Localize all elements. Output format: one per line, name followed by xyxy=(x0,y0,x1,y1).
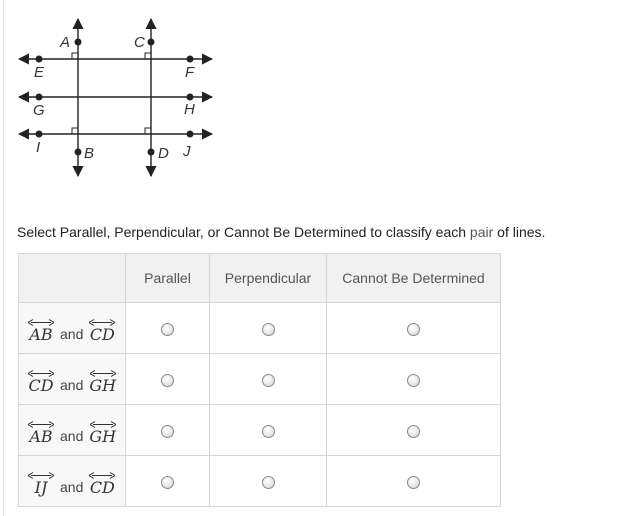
label-d: D xyxy=(158,145,169,162)
point-j xyxy=(187,131,194,138)
radio-parallel[interactable] xyxy=(161,374,174,387)
row-label xyxy=(19,354,126,405)
radio-perpendicular[interactable] xyxy=(262,374,275,387)
point-c xyxy=(148,39,155,46)
radio-cannot-be-determined[interactable] xyxy=(407,374,420,387)
radio-cannot-be-determined[interactable] xyxy=(407,425,420,438)
label-f: F xyxy=(185,64,195,81)
label-i: I xyxy=(36,139,41,156)
label-g: G xyxy=(33,102,45,119)
radio-parallel[interactable] xyxy=(161,425,174,438)
radio-perpendicular[interactable] xyxy=(262,476,275,489)
row-label xyxy=(19,456,126,507)
prompt-highlight: pair xyxy=(469,224,494,240)
label-j: J xyxy=(183,143,191,160)
line-letters: CD xyxy=(28,375,54,395)
table-row xyxy=(19,354,501,405)
connector-text: and xyxy=(60,427,84,444)
left-border xyxy=(3,0,4,516)
header-cannot-be-determined: Cannot Be Determined xyxy=(327,254,501,303)
radio-perpendicular[interactable] xyxy=(262,425,275,438)
radio-perpendicular[interactable] xyxy=(262,323,275,336)
cell-cannot-be-determined xyxy=(327,405,501,456)
connector-text: and xyxy=(60,325,84,342)
point-e xyxy=(36,56,43,63)
cell-cannot-be-determined xyxy=(327,354,501,405)
label-a: A xyxy=(60,34,71,51)
point-d xyxy=(148,149,155,156)
line-letters: CD xyxy=(89,477,115,497)
cell-parallel xyxy=(126,405,210,456)
point-b xyxy=(75,149,82,156)
label-c: C xyxy=(134,34,145,51)
line-gh-label xyxy=(89,369,116,394)
header-parallel: Parallel xyxy=(126,254,210,303)
classification-table xyxy=(18,253,501,507)
cell-cannot-be-determined xyxy=(327,303,501,354)
line-letters: GH xyxy=(89,375,117,395)
line-letters: AB xyxy=(29,426,53,446)
line-letters: CD xyxy=(89,324,115,344)
cell-perpendicular xyxy=(210,354,327,405)
point-i xyxy=(36,131,43,138)
row-label xyxy=(19,303,126,354)
radio-cannot-be-determined[interactable] xyxy=(407,476,420,489)
line-cd-label xyxy=(89,471,115,496)
line-cd-label xyxy=(28,369,54,394)
line-cd-label xyxy=(89,318,115,343)
line-letters: IJ xyxy=(34,477,48,497)
table-row xyxy=(19,303,501,354)
label-e: E xyxy=(34,64,45,81)
connector-text: and xyxy=(60,478,84,495)
radio-parallel[interactable] xyxy=(161,476,174,489)
table-row xyxy=(19,456,501,507)
header-empty xyxy=(19,254,126,303)
point-g xyxy=(36,94,43,101)
cell-perpendicular xyxy=(210,456,327,507)
row-label xyxy=(19,405,126,456)
cell-parallel xyxy=(126,456,210,507)
right-angle-mark-b xyxy=(72,128,78,134)
header-perpendicular: Perpendicular xyxy=(210,254,327,303)
right-angle-mark-c xyxy=(145,53,151,59)
line-letters: GH xyxy=(89,426,117,446)
cell-perpendicular xyxy=(210,405,327,456)
connector-text: and xyxy=(60,376,84,393)
radio-parallel[interactable] xyxy=(161,323,174,336)
line-ij-label xyxy=(28,471,54,496)
cell-parallel xyxy=(126,354,210,405)
table-row xyxy=(19,405,501,456)
geometry-figure xyxy=(10,10,220,182)
cell-parallel xyxy=(126,303,210,354)
cell-perpendicular xyxy=(210,303,327,354)
prompt-text: Select Parallel, Perpendicular, or Cannot Be Determined to classify each xyxy=(17,224,470,240)
point-h xyxy=(187,94,194,101)
label-h: H xyxy=(184,101,195,118)
right-angle-mark-d xyxy=(145,128,151,134)
radio-cannot-be-determined[interactable] xyxy=(407,323,420,336)
right-angle-mark-a xyxy=(72,53,78,59)
point-f xyxy=(187,56,194,63)
prompt-text-end: of lines. xyxy=(493,224,546,240)
label-b: B xyxy=(84,145,95,162)
cell-cannot-be-determined xyxy=(327,456,501,507)
question-prompt xyxy=(17,224,545,240)
line-ab-label xyxy=(28,318,54,343)
line-gh-label xyxy=(89,420,116,445)
line-ab-label xyxy=(28,420,54,445)
line-letters: AB xyxy=(29,324,53,344)
table-header-row xyxy=(19,254,501,303)
point-a xyxy=(75,39,82,46)
